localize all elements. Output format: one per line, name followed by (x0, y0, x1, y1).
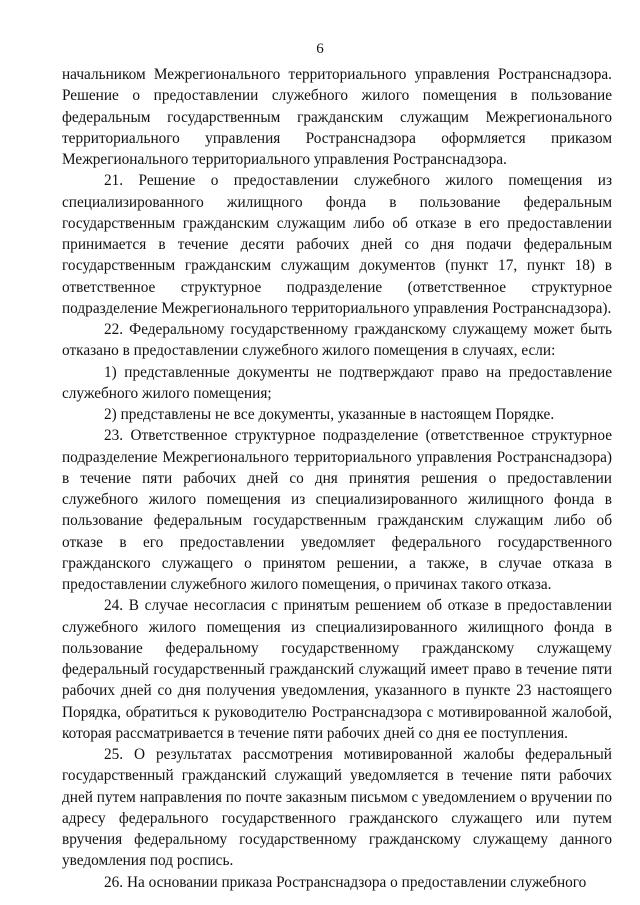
paragraph-item-24: 24. В случае несогласия с принятым решением об отказе в предоставлении служебного жилого помещения из специализированного жилищного фонда в пользование федеральному государственному гражданскому служащему федеральный государственный гражданский служащий имеет право в течение пяти рабочих дней со дня получения уведомления, указанного в пункте 23 настоящего Порядка, обратиться к руководителю Ространснадзора с мотивированной жалобой, которая рассматривается в течение пяти рабочих дней со дня ее поступления. (62, 597, 612, 742)
paragraph-item-25: 25. О результатах рассмотрения мотивированной жалобы федеральный государственный гражданский служащий уведомляется в течение пяти рабочих дней путем направления по почте заказным письмом с уведомлением о вручении по адресу федерального государственного гражданского служащего или путем вручения федеральному государственному гражданскому служащему данного уведомления под роспись. (62, 746, 612, 870)
paragraph-item-22-2: 2) представлены не все документы, указанные в настоящем Порядке. (104, 406, 555, 423)
paragraph-item-21: 21. Решение о предоставлении служебного жилого помещения из специализированного жилищного фонда в пользование федеральным государственным гражданским служащим либо об отказе в его предоставлении принимается в течение десяти рабочих дней со дня подачи федеральным государственным гражданским служащим документов (пункт 17, пункт 18) в ответственное структурное подразделение (ответственное структурное подразделение Межрегионального территориального управления Ространснадзора). (62, 172, 612, 317)
paragraph-item-22-1: 1) представленные документы не подтверждают право на предоставление служебного жилого помещения; (62, 363, 612, 402)
paragraph-item-22: 22. Федеральному государственному гражданскому служащему может быть отказано в предоставлении служебного жилого помещения в случаях, если: (62, 321, 612, 360)
paragraph-item-23: 23. Ответственное структурное подразделение (ответственное структурное подразделение Межрегионального территориального управления Ространснадзора) в течение пяти рабочих дней со дня принятия решения о предоставлении служебного жилого помещения из специализированного жилищного фонда в пользование федеральным государственным гражданским служащим либо об отказе в его предоставлении уведомляет федерального государственного гражданского служащего о принятом решении, а также, в случае отказа в предоставлении служебного жилого помещения, о причинах такого отказа. (62, 427, 612, 593)
page-number: 6 (316, 41, 324, 57)
paragraph-item-26: 26. На основании приказа Ространснадзора о предоставлении служебного (104, 873, 587, 891)
document-body (62, 64, 612, 893)
paragraph-continuation: начальником Межрегионального территориального управления Ространснадзора. Решение о предоставлении служебного жилого помещения в пользование федеральным государственным гражданским служащим Межрегионального территориального управления Ространснадзора оформляется приказом Межрегионального территориального управления Ространснадзора. (62, 66, 612, 168)
